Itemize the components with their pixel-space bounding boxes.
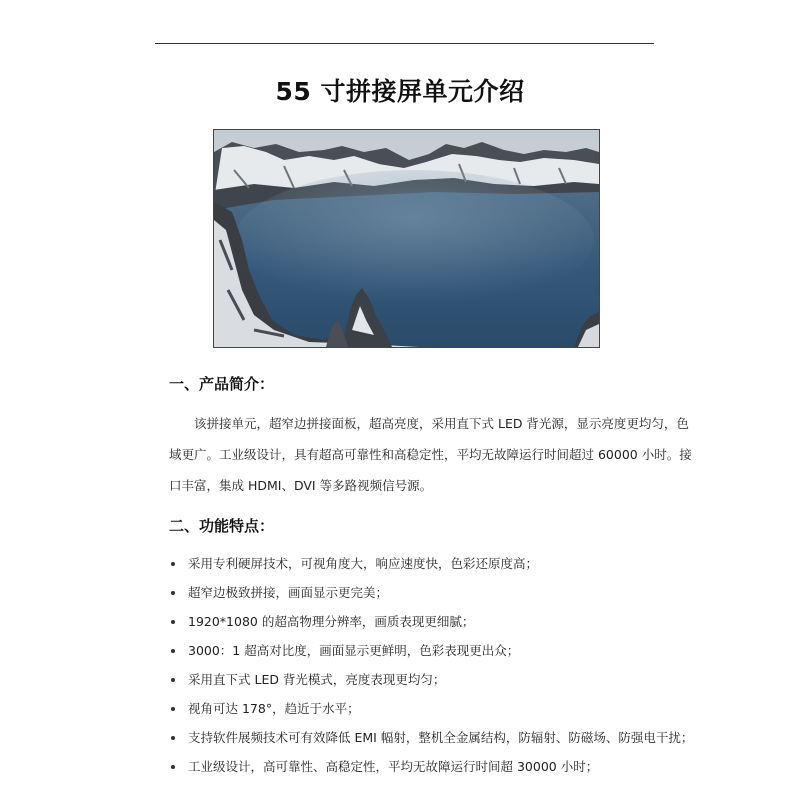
intro-line: 该拼接单元，超窄边拼接面板，超高亮度，采用直下式 LED 背光源，显示亮度更均匀，色 (194, 416, 689, 431)
feature-item (169, 723, 693, 752)
feature-item (169, 607, 693, 636)
section-heading-features: 二、功能特点： (169, 517, 275, 535)
intro-line: 域更广。工业级设计，具有超高可靠性和高稳定性，平均无故障运行时间超过 60000 小时。接 (169, 447, 692, 462)
bullet-icon (171, 678, 175, 682)
feature-text: 3000：1 超高对比度，画面显示更鲜明，色彩表现更出众； (188, 643, 520, 658)
feature-item (169, 752, 693, 781)
feature-item (169, 694, 693, 723)
page-title: 55 寸拼接屏单元介绍 (275, 77, 525, 106)
feature-text: 视角可达 178°，趋近于水平； (188, 701, 360, 716)
intro-paragraph (169, 408, 692, 501)
bullet-icon (171, 765, 175, 769)
feature-text: 超窄边极致拼接，画面显示更完美； (188, 585, 389, 600)
feature-item (169, 578, 693, 607)
bullet-icon (171, 620, 175, 624)
feature-text: 支持软件展频技术可有效降低 EMI 幅射，整机全金属结构，防辐射、防磁场、防强电干扰； (188, 730, 694, 745)
bullet-icon (171, 736, 175, 740)
feature-text: 工业级设计，高可靠性、高稳定性，平均无故障运行时间超 30000 小时； (188, 759, 599, 774)
feature-text: 采用直下式 LED 背光模式，亮度表现更均匀； (188, 672, 446, 687)
bullet-icon (171, 562, 175, 566)
feature-text: 1920*1080 的超高物理分辨率，画质表现更细腻； (188, 614, 475, 629)
header-rule (155, 43, 654, 44)
feature-text: 采用专利硬屏技术，可视角度大，响应速度快，色彩还原度高； (188, 556, 539, 571)
feature-list (169, 549, 693, 781)
feature-item (169, 665, 693, 694)
bullet-icon (171, 591, 175, 595)
bullet-icon (171, 649, 175, 653)
intro-line: 口丰富，集成 HDMI、DVI 等多路视频信号源。 (169, 478, 433, 493)
section-heading-intro: 一、产品简介： (169, 375, 275, 393)
feature-item (169, 549, 693, 578)
feature-item (169, 636, 693, 665)
bullet-icon (171, 707, 175, 711)
mountain-lake-photo (213, 129, 600, 348)
